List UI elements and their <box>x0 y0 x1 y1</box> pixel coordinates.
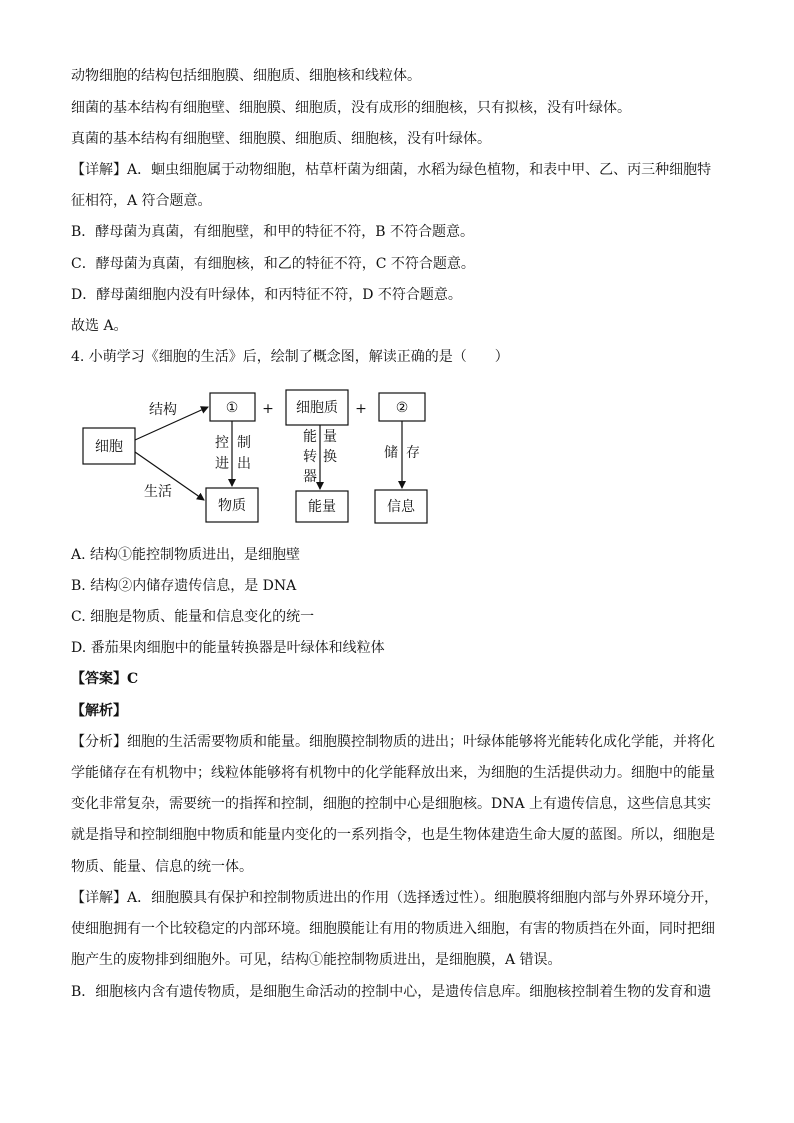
matter-label: 物质 <box>218 498 246 514</box>
energy-char-2: 量 <box>323 429 337 445</box>
intro-line-1: 动物细胞的结构包括细胞膜、细胞质、细胞核和线粒体。 <box>71 68 421 84</box>
detail-line-2: 使细胞拥有一个比较稳定的内部环境。细胞膜能让有用的物质进入细胞，有害的物质挡在外面，同时把细 <box>71 921 715 937</box>
plus-2: + <box>355 401 367 417</box>
detail-prev-line-6: 故选 A。 <box>71 318 128 334</box>
analysis-line-2: 学能储存在有机物中；线粒体能够将有机物中的化学能释放出来，为细胞的生活提供动力。细胞中的能量 <box>71 765 715 781</box>
detail-prev-line-3: B．酵母菌为真菌，有细胞壁，和甲的特征不符，B 不符合题意。 <box>71 224 475 240</box>
life-label: 生活 <box>144 484 172 500</box>
structure-label: 结构 <box>149 402 177 418</box>
detail-line-1: 【详解】A．细胞膜具有保护和控制物质进出的作用（选择透过性）。细胞膜将细胞内部与外界环境分开， <box>71 890 719 906</box>
detail-prev-line-1: 【详解】A．蛔虫细胞属于动物细胞，枯草杆菌为细菌，水稻为绿色植物，和表中甲、乙、丙三种细胞特 <box>71 162 712 178</box>
option-d: D. 番茄果肉细胞中的能量转换器是叶绿体和线粒体 <box>71 640 385 656</box>
energy-char-1: 能 <box>303 429 317 445</box>
detail-prev-line-2: 征相符，A 符合题意。 <box>71 193 212 209</box>
analysis-line-4: 就是指导和控制细胞中物质和能量内变化的一系列指令，也是生物体建造生命大厦的蓝图。所以，细胞是 <box>71 827 715 843</box>
control-char-3: 进 <box>215 456 229 472</box>
analysis-title: 【解析】 <box>71 703 127 719</box>
concept-diagram <box>60 380 460 530</box>
energy-char-3: 转 <box>303 449 317 465</box>
structure-1-label: ① <box>225 400 239 416</box>
structure-2-label: ② <box>395 400 409 416</box>
answer: 【答案】C <box>71 671 139 687</box>
analysis-line-3: 变化非常复杂，需要统一的指挥和控制，细胞的控制中心是细胞核。DNA 上有遗传信息，这些信息其实 <box>71 796 712 812</box>
option-b: B. 结构②内储存遗传信息，是 DNA <box>71 578 297 594</box>
info-label: 信息 <box>387 499 415 515</box>
detail-prev-line-4: C．酵母菌为真菌，有细胞核，和乙的特征不符，C 不符合题意。 <box>71 256 475 272</box>
store-char-2: 存 <box>406 445 420 461</box>
question-stem: 4. 小萌学习《细胞的生活》后，绘制了概念图，解读正确的是（ ） <box>71 349 509 365</box>
detail-prev-line-5: D．酵母菌细胞内没有叶绿体，和丙特征不符，D 不符合题意。 <box>71 287 462 303</box>
control-char-2: 制 <box>237 435 251 451</box>
cytoplasm-label: 细胞质 <box>296 400 338 416</box>
intro-line-3: 真菌的基本结构有细胞壁、细胞膜、细胞质、细胞核，没有叶绿体。 <box>71 131 491 147</box>
option-a: A. 结构①能控制物质进出，是细胞壁 <box>71 547 301 563</box>
detail-line-3: 胞产生的废物排到细胞外。可见，结构①能控制物质进出，是细胞膜，A 错误。 <box>71 952 562 968</box>
energy-char-4: 换 <box>323 449 337 465</box>
control-char-4: 出 <box>237 456 251 472</box>
store-char-1: 储 <box>384 445 398 461</box>
option-c: C. 细胞是物质、能量和信息变化的统一 <box>71 609 315 625</box>
analysis-line-1: 【分析】细胞的生活需要物质和能量。细胞膜控制物质的进出；叶绿体能够将光能转化成化学能，并将化 <box>71 734 715 750</box>
plus-1: + <box>262 401 274 417</box>
energy-label: 能量 <box>308 499 336 515</box>
analysis-line-5: 物质、能量、信息的统一体。 <box>71 859 253 875</box>
cell-label: 细胞 <box>95 439 123 455</box>
detail-line-4: B．细胞核内含有遗传物质，是细胞生命活动的控制中心，是遗传信息库。细胞核控制着生物的发育和遗 <box>71 984 712 1000</box>
control-char-1: 控 <box>215 435 229 451</box>
intro-line-2: 细菌的基本结构有细胞壁、细胞膜、细胞质，没有成形的细胞核，只有拟核，没有叶绿体。 <box>71 100 631 116</box>
energy-char-5: 器 <box>303 469 317 485</box>
